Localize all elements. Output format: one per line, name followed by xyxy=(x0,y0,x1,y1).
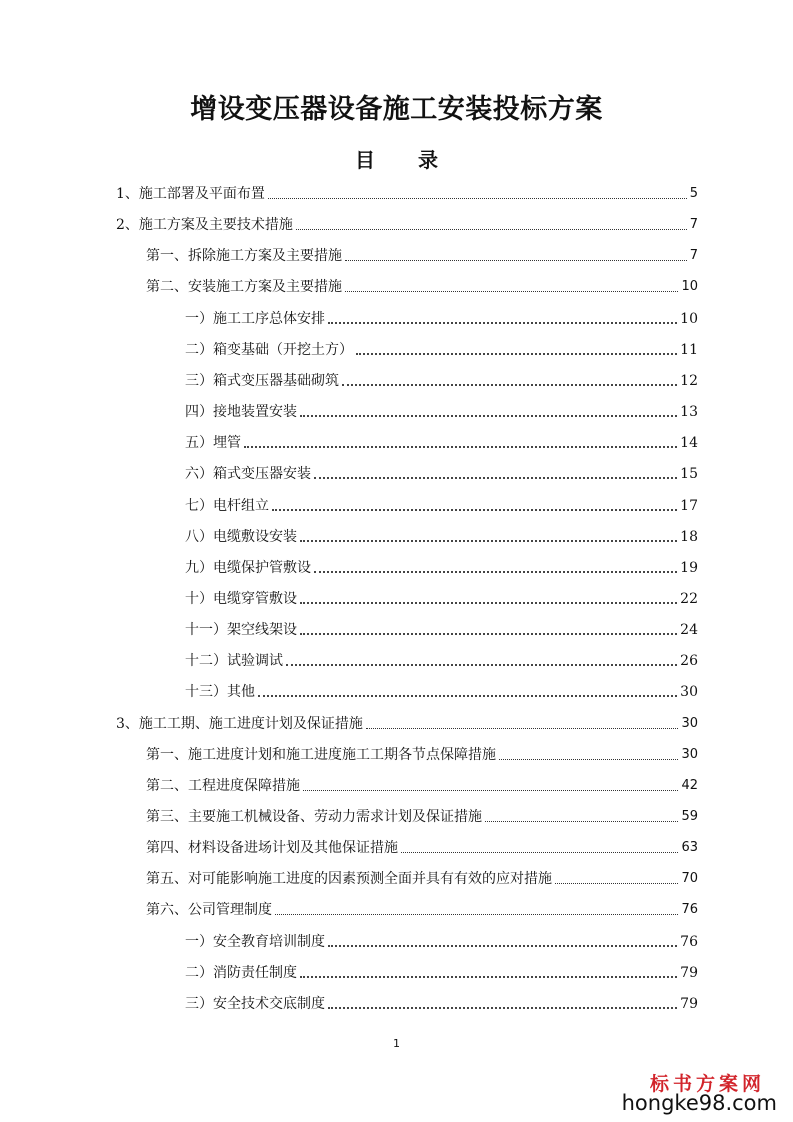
toc-entry[interactable] xyxy=(146,899,698,921)
toc-entry-page: 12 xyxy=(680,373,698,389)
toc-entry-page: 13 xyxy=(680,404,698,420)
watermark-url: hongke98.com xyxy=(621,1091,777,1115)
toc-entry-page: 7 xyxy=(689,217,698,232)
toc-entry-label: 1、施工部署及平面布置 xyxy=(116,186,265,202)
toc-entry-page: 17 xyxy=(680,498,698,514)
toc-entry-page: 26 xyxy=(680,653,698,669)
toc-leader-dots xyxy=(328,945,677,947)
toc-leader-dots xyxy=(244,446,677,448)
toc-leader-dots xyxy=(314,477,677,479)
toc-leader-dots xyxy=(499,759,678,760)
toc-leader-dots xyxy=(268,198,687,199)
toc-entry[interactable] xyxy=(146,245,698,267)
watermark-logo-text: 标书方案网 xyxy=(649,1073,765,1095)
toc-entry-label: 十二）试验调试 xyxy=(185,653,283,669)
toc-entry-page: 10 xyxy=(680,311,698,327)
toc-entry-page: 11 xyxy=(680,342,698,358)
toc-entry[interactable] xyxy=(185,526,698,548)
toc-entry-label: 十）电缆穿管敷设 xyxy=(185,591,297,607)
toc-entry[interactable] xyxy=(146,276,698,298)
toc-entry[interactable] xyxy=(185,463,698,485)
toc-entry-page: 7 xyxy=(689,248,698,263)
toc-entry[interactable] xyxy=(146,775,698,797)
toc-entry-label: 四）接地装置安装 xyxy=(185,404,297,420)
toc-entry-label: 二）箱变基础（开挖土方） xyxy=(185,342,353,358)
toc-entry[interactable] xyxy=(185,308,698,330)
toc-leader-dots xyxy=(345,260,687,261)
toc-entry-label: 三）安全技术交底制度 xyxy=(185,996,325,1012)
toc-entry[interactable] xyxy=(146,744,698,766)
toc-entry-label: 第四、材料设备进场计划及其他保证措施 xyxy=(146,840,398,856)
toc-leader-dots xyxy=(272,509,677,511)
toc-entry-page: 10 xyxy=(681,279,698,294)
toc-entry[interactable] xyxy=(185,993,698,1015)
toc-entry-label: 六）箱式变压器安装 xyxy=(185,466,311,482)
toc-entry-page: 63 xyxy=(681,840,698,855)
toc-entry[interactable] xyxy=(146,806,698,828)
toc-entry-label: 五）埋管 xyxy=(185,435,241,451)
toc-entry[interactable] xyxy=(185,495,698,517)
toc-entry-label: 3、施工工期、施工进度计划及保证措施 xyxy=(116,716,363,732)
toc-entry-page: 5 xyxy=(689,186,698,201)
toc-entry-page: 19 xyxy=(680,560,698,576)
toc-entry-page: 22 xyxy=(680,591,698,607)
toc-entry[interactable] xyxy=(185,432,698,454)
toc-leader-dots xyxy=(356,353,677,355)
toc-entry-label: 第一、施工进度计划和施工进度施工工期各节点保障措施 xyxy=(146,747,496,763)
toc-entry-label: 一）安全教育培训制度 xyxy=(185,934,325,950)
toc-entry-page: 79 xyxy=(680,965,698,981)
toc-leader-dots xyxy=(366,728,679,729)
toc-leader-dots xyxy=(342,384,677,386)
toc-entry-page: 24 xyxy=(680,622,698,638)
page-number: 1 xyxy=(393,1037,400,1050)
toc-entry-label: 第二、安装施工方案及主要措施 xyxy=(146,279,342,295)
toc-leader-dots xyxy=(275,914,678,915)
toc-entry-page: 76 xyxy=(680,934,698,950)
toc-leader-dots xyxy=(286,664,677,666)
toc-entry-label: 第一、拆除施工方案及主要措施 xyxy=(146,248,342,264)
toc-entry[interactable] xyxy=(185,962,698,984)
toc-entry-page: 30 xyxy=(681,747,698,762)
toc-entry-page: 79 xyxy=(680,996,698,1012)
toc-entry[interactable] xyxy=(185,931,698,953)
toc-heading: 目 录 xyxy=(355,148,456,172)
toc-leader-dots xyxy=(300,415,677,417)
toc-entry-label: 二）消防责任制度 xyxy=(185,965,297,981)
toc-leader-dots xyxy=(300,540,677,542)
toc-entry-page: 42 xyxy=(681,778,698,793)
toc-entry-page: 76 xyxy=(681,902,698,917)
toc-leader-dots xyxy=(328,322,677,324)
toc-entry-page: 15 xyxy=(680,466,698,482)
toc-entry-label: 七）电杆组立 xyxy=(185,498,269,514)
toc-entry-page: 30 xyxy=(681,716,698,731)
toc-entry-page: 59 xyxy=(681,809,698,824)
toc-entry-label: 十三）其他 xyxy=(185,684,255,700)
document-title: 增设变压器设备施工安装投标方案 xyxy=(190,94,603,125)
toc-entry-label: 三）箱式变压器基础砌筑 xyxy=(185,373,339,389)
toc-entry[interactable] xyxy=(185,557,698,579)
toc-entry-page: 14 xyxy=(680,435,698,451)
toc-leader-dots xyxy=(303,790,678,791)
toc-entry[interactable] xyxy=(146,868,698,890)
toc-leader-dots xyxy=(401,852,678,853)
toc-entry-page: 70 xyxy=(681,871,698,886)
toc-entry[interactable] xyxy=(146,837,698,859)
toc-leader-dots xyxy=(314,571,677,573)
toc-entry-label: 第二、工程进度保障措施 xyxy=(146,778,300,794)
toc-entry-label: 第五、对可能影响施工进度的因素预测全面并具有有效的应对措施 xyxy=(146,871,552,887)
toc-entry-label: 第三、主要施工机械设备、劳动力需求计划及保证措施 xyxy=(146,809,482,825)
toc-entry[interactable] xyxy=(185,339,698,361)
toc-entry[interactable] xyxy=(185,588,698,610)
toc-entry[interactable] xyxy=(185,370,698,392)
toc-leader-dots xyxy=(300,976,677,978)
toc-leader-dots xyxy=(300,633,677,635)
toc-entry-page: 18 xyxy=(680,529,698,545)
toc-entry-label: 第六、公司管理制度 xyxy=(146,902,272,918)
toc-entry-label: 2、施工方案及主要技术措施 xyxy=(116,217,293,233)
toc-leader-dots xyxy=(555,883,678,884)
toc-leader-dots xyxy=(296,229,687,230)
toc-entry-label: 八）电缆敷设安装 xyxy=(185,529,297,545)
toc-entry[interactable] xyxy=(185,681,698,703)
toc-entry-label: 十一）架空线架设 xyxy=(185,622,297,638)
toc-entry[interactable] xyxy=(185,401,698,423)
toc-entry[interactable] xyxy=(185,619,698,641)
toc-leader-dots xyxy=(345,291,678,292)
toc-leader-dots xyxy=(328,1007,677,1009)
toc-leader-dots xyxy=(485,821,678,822)
toc-entry-label: 一）施工工序总体安排 xyxy=(185,311,325,327)
toc-entry[interactable] xyxy=(116,713,698,735)
toc-entry-page: 30 xyxy=(680,684,698,700)
toc-leader-dots xyxy=(300,602,677,604)
toc-entry[interactable] xyxy=(116,183,698,205)
toc-entry-label: 九）电缆保护管敷设 xyxy=(185,560,311,576)
toc-entry[interactable] xyxy=(185,650,698,672)
toc-leader-dots xyxy=(258,695,677,697)
toc-entry[interactable] xyxy=(116,214,698,236)
